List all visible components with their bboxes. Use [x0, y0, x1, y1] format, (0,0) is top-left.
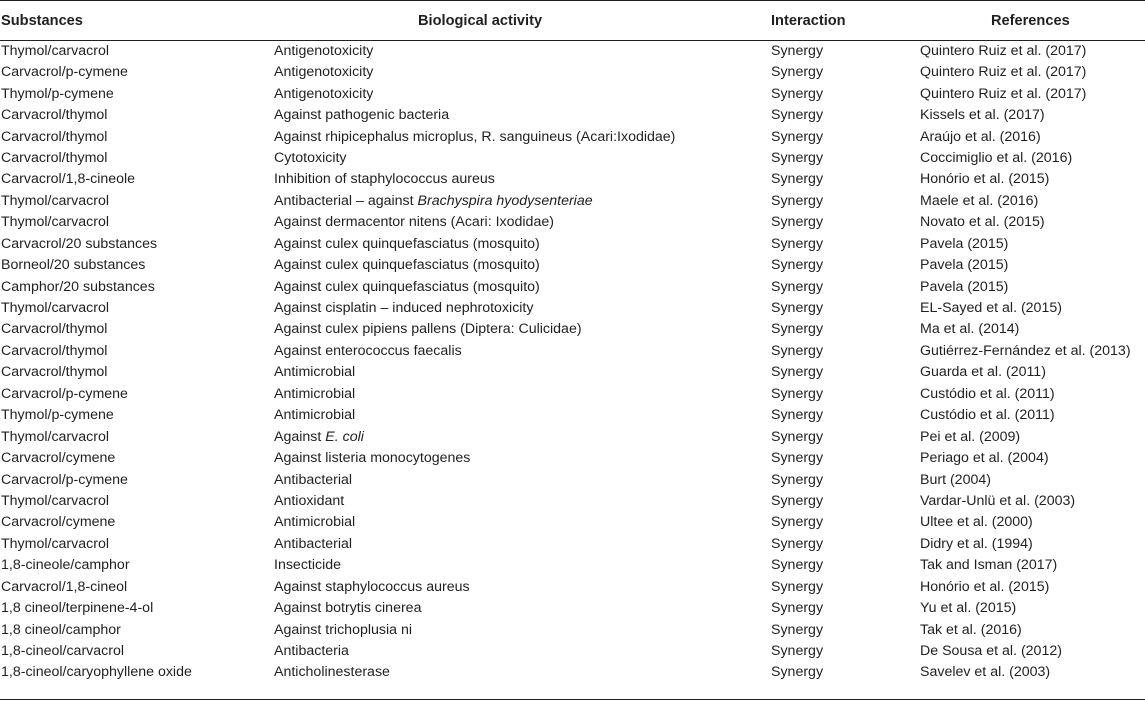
- cell-substances: Thymol/carvacrol: [1, 492, 110, 509]
- cell-substances: Carvacrol/thymol: [1, 342, 108, 359]
- table-row: [0, 298, 1145, 319]
- activity-text: Against enterococcus faecalis: [274, 342, 462, 359]
- cell-biological-activity: [273, 255, 771, 276]
- cell-substances: 1,8 cineol/terpinene-4-ol: [1, 600, 154, 617]
- cell-biological-activity: [273, 662, 771, 683]
- cell-reference: Pavela (2015): [920, 257, 1009, 274]
- activity-text: Antigenotoxicity: [274, 43, 374, 59]
- activity-text: Antibacterial: [274, 471, 353, 488]
- activity-text: Against culex quinquefasciatus (mosquito): [274, 257, 540, 274]
- table-row: [0, 426, 1145, 447]
- cell-biological-activity: [273, 169, 771, 190]
- cell-biological-activity: [273, 126, 771, 147]
- cell-biological-activity: [273, 191, 771, 212]
- cell-interaction: Synergy: [771, 471, 824, 488]
- cell-reference: Kissels et al. (2017): [920, 107, 1045, 124]
- cell-biological-activity: [273, 534, 771, 555]
- cell-substances: Carvacrol/thymol: [1, 107, 108, 124]
- cell-biological-activity: [273, 598, 771, 619]
- activity-text: Against rhipicephalus microplus, R. sanguineus (Acari:Ixodidae): [274, 128, 676, 145]
- activity-text: Cytotoxicity: [274, 149, 347, 166]
- activity-text: Against botrytis cinerea: [274, 600, 422, 617]
- cell-biological-activity: [273, 148, 771, 169]
- cell-biological-activity: [273, 555, 771, 576]
- cell-reference: Tak et al. (2016): [920, 621, 1022, 638]
- cell-interaction: Synergy: [771, 171, 824, 188]
- cell-substances: Thymol/carvacrol: [1, 192, 110, 209]
- activity-text: Anticholinesterase: [274, 664, 390, 681]
- cell-biological-activity: [273, 426, 771, 447]
- cell-interaction: Synergy: [771, 278, 824, 295]
- table-row: [0, 512, 1145, 533]
- cell-reference: Honório et al. (2015): [920, 171, 1050, 188]
- cell-reference: Custódio et al. (2011): [920, 385, 1055, 402]
- cell-interaction: Synergy: [771, 64, 824, 81]
- activity-text: Antimicrobial: [274, 407, 356, 424]
- table-row: [0, 276, 1145, 297]
- cell-biological-activity: [273, 512, 771, 533]
- cell-biological-activity: [273, 62, 771, 83]
- cell-interaction: Synergy: [771, 535, 824, 552]
- cell-substances: Carvacrol/thymol: [1, 128, 108, 145]
- cell-reference: De Sousa et al. (2012): [920, 643, 1062, 660]
- table-row: [0, 577, 1145, 598]
- cell-substances: Carvacrol/thymol: [1, 364, 108, 381]
- cell-substances: 1,8-cineole/camphor: [1, 557, 130, 574]
- cell-reference: Pavela (2015): [920, 278, 1009, 295]
- cell-reference: Periago et al. (2004): [920, 450, 1049, 467]
- table-row: [0, 83, 1145, 104]
- table-row: [0, 169, 1145, 190]
- cell-interaction: Synergy: [771, 385, 824, 402]
- cell-reference: Custódio et al. (2011): [920, 407, 1055, 424]
- cell-reference: Didry et al. (1994): [920, 535, 1033, 552]
- cell-reference: Guarda et al. (2011): [920, 364, 1046, 381]
- cell-reference: Tak and Isman (2017): [920, 557, 1058, 574]
- cell-interaction: Synergy: [771, 149, 824, 166]
- table-row: [0, 362, 1145, 383]
- activity-text: Against dermacentor nitens (Acari: Ixodidae): [274, 214, 554, 231]
- cell-biological-activity: [273, 619, 771, 640]
- table-row: [0, 41, 1145, 63]
- cell-reference: Araújo et al. (2016): [920, 128, 1041, 145]
- cell-reference: Ultee et al. (2000): [920, 514, 1033, 531]
- cell-interaction: Synergy: [771, 257, 824, 274]
- table-header: [0, 1, 1145, 41]
- table-bottom-rule: [0, 699, 1145, 700]
- cell-reference: Burt (2004): [920, 471, 991, 488]
- activity-italic-text: Brachyspira hyodysenteriae: [417, 192, 593, 209]
- cell-substances: 1,8 cineol/camphor: [1, 621, 121, 638]
- cell-interaction: Synergy: [771, 107, 824, 124]
- cell-interaction: Synergy: [771, 321, 824, 338]
- cell-interaction: Synergy: [771, 492, 824, 509]
- cell-substances: 1,8-cineol/carvacrol: [1, 643, 125, 660]
- cell-interaction: Synergy: [771, 364, 824, 381]
- table-row: [0, 534, 1145, 555]
- table-row: [0, 148, 1145, 169]
- cell-substances: Carvacrol/thymol: [1, 149, 108, 166]
- cell-biological-activity: [273, 469, 771, 490]
- cell-interaction: Synergy: [771, 600, 824, 617]
- activity-text: Antioxidant: [274, 492, 345, 509]
- activity-italic-text: E. coli: [325, 428, 364, 445]
- cell-biological-activity: [273, 362, 771, 383]
- cell-substances: Thymol/carvacrol: [1, 43, 110, 59]
- activity-text: Antigenotoxicity: [274, 85, 374, 102]
- activity-text: Antibacterial: [274, 535, 353, 552]
- cell-substances: Thymol/carvacrol: [1, 535, 110, 552]
- cell-biological-activity: [273, 234, 771, 255]
- cell-interaction: Synergy: [771, 43, 824, 59]
- cell-reference: Savelev et al. (2003): [920, 664, 1051, 681]
- activity-text: Against culex quinquefasciatus (mosquito): [274, 278, 540, 295]
- table-row: [0, 212, 1145, 233]
- cell-biological-activity: [273, 41, 771, 63]
- cell-interaction: Synergy: [771, 664, 824, 681]
- cell-biological-activity: [273, 405, 771, 426]
- header-biological-activity: Biological activity: [273, 1, 771, 41]
- cell-biological-activity: [273, 212, 771, 233]
- cell-substances: Thymol/carvacrol: [1, 428, 110, 445]
- cell-interaction: Synergy: [771, 428, 824, 445]
- header-references: References: [920, 1, 1145, 41]
- activity-text: Against: [274, 428, 326, 445]
- table-row: [0, 105, 1145, 126]
- table-row: [0, 555, 1145, 576]
- table-row: [0, 619, 1145, 640]
- activity-text: Against culex quinquefasciatus (mosquito): [274, 235, 540, 252]
- cell-reference: Quintero Ruiz et al. (2017): [920, 43, 1087, 59]
- table-row: [0, 126, 1145, 147]
- cell-interaction: Synergy: [771, 214, 824, 231]
- cell-substances: Thymol/p-cymene: [1, 407, 114, 424]
- cell-biological-activity: [273, 384, 771, 405]
- cell-reference: Yu et al. (2015): [920, 600, 1017, 617]
- cell-biological-activity: [273, 298, 771, 319]
- cell-substances: Carvacrol/cymene: [1, 450, 116, 467]
- table-row: [0, 491, 1145, 512]
- cell-reference: EL-Sayed et al. (2015): [920, 300, 1062, 317]
- cell-interaction: Synergy: [771, 557, 824, 574]
- table-row: [0, 641, 1145, 662]
- cell-reference: Coccimiglio et al. (2016): [920, 149, 1073, 166]
- table-row: [0, 191, 1145, 212]
- cell-reference: Honório et al. (2015): [920, 578, 1050, 595]
- cell-substances: Carvacrol/thymol: [1, 321, 108, 338]
- cell-substances: 1,8-cineol/caryophyllene oxide: [1, 664, 192, 681]
- cell-substances: Carvacrol/1,8-cineol: [1, 578, 128, 595]
- cell-interaction: Synergy: [771, 300, 824, 317]
- table-row: [0, 469, 1145, 490]
- cell-biological-activity: [273, 276, 771, 297]
- cell-reference: Novato et al. (2015): [920, 214, 1045, 231]
- table-row: [0, 234, 1145, 255]
- cell-interaction: Synergy: [771, 342, 824, 359]
- cell-biological-activity: [273, 319, 771, 340]
- cell-biological-activity: [273, 341, 771, 362]
- cell-substances: Carvacrol/p-cymene: [1, 385, 128, 402]
- cell-interaction: Synergy: [771, 235, 824, 252]
- table-row: [0, 255, 1145, 276]
- header-row: [0, 1, 1145, 41]
- cell-substances: Thymol/carvacrol: [1, 214, 110, 231]
- table-row: [0, 341, 1145, 362]
- activity-text: Antimicrobial: [274, 385, 356, 402]
- activity-text: Against culex pipiens pallens (Diptera: Culicidae): [274, 321, 582, 338]
- activity-text: Antibacterial – against: [274, 192, 418, 209]
- cell-reference: Quintero Ruiz et al. (2017): [920, 85, 1087, 102]
- cell-reference: Quintero Ruiz et al. (2017): [920, 64, 1087, 81]
- table-row: [0, 62, 1145, 83]
- cell-reference: Gutiérrez-Fernández et al. (2013): [920, 342, 1131, 359]
- cell-interaction: Synergy: [771, 407, 824, 424]
- activity-text: Against trichoplusia ni: [274, 621, 413, 638]
- cell-interaction: Synergy: [771, 514, 824, 531]
- cell-interaction: Synergy: [771, 450, 824, 467]
- activity-text: Inhibition of staphylococcus aureus: [274, 171, 495, 188]
- cell-reference: Pei et al. (2009): [920, 428, 1021, 445]
- cell-substances: Borneol/20 substances: [1, 257, 146, 274]
- cell-substances: Thymol/carvacrol: [1, 300, 110, 317]
- header-interaction: Interaction: [771, 1, 920, 41]
- cell-biological-activity: [273, 491, 771, 512]
- cell-reference: Pavela (2015): [920, 235, 1009, 252]
- cell-substances: Thymol/p-cymene: [1, 85, 114, 102]
- cell-biological-activity: [273, 448, 771, 469]
- table-body: [0, 41, 1145, 684]
- header-substances: Substances: [0, 1, 273, 41]
- table-row: [0, 448, 1145, 469]
- activity-text: Insecticide: [274, 557, 342, 574]
- table-row: [0, 405, 1145, 426]
- activity-text: Against staphylococcus aureus: [274, 578, 470, 595]
- activity-text: Antimicrobial: [274, 514, 356, 531]
- cell-substances: Carvacrol/p-cymene: [1, 64, 128, 81]
- cell-substances: Carvacrol/1,8-cineole: [1, 171, 136, 188]
- cell-reference: Ma et al. (2014): [920, 321, 1020, 338]
- cell-substances: Camphor/20 substances: [1, 278, 155, 295]
- cell-interaction: Synergy: [771, 621, 824, 638]
- cell-reference: Maele et al. (2016): [920, 192, 1039, 209]
- cell-biological-activity: [273, 577, 771, 598]
- cell-biological-activity: [273, 105, 771, 126]
- activity-text: Antimicrobial: [274, 364, 356, 381]
- activity-text: Antibacteria: [274, 643, 349, 660]
- cell-interaction: Synergy: [771, 85, 824, 102]
- cell-substances: Carvacrol/cymene: [1, 514, 116, 531]
- cell-interaction: Synergy: [771, 128, 824, 145]
- table-row: [0, 384, 1145, 405]
- activity-text: Against cisplatin – induced nephrotoxicity: [274, 300, 534, 317]
- cell-biological-activity: [273, 641, 771, 662]
- table-row: [0, 319, 1145, 340]
- cell-substances: Carvacrol/20 substances: [1, 235, 158, 252]
- cell-substances: Carvacrol/p-cymene: [1, 471, 128, 488]
- table-row: [0, 662, 1145, 683]
- cell-reference: Vardar-Unlü et al. (2003): [920, 492, 1076, 509]
- activity-text: Against listeria monocytogenes: [274, 450, 471, 467]
- cell-biological-activity: [273, 83, 771, 104]
- table-row: [0, 598, 1145, 619]
- cell-interaction: Synergy: [771, 192, 824, 209]
- activity-text: Against pathogenic bacteria: [274, 107, 450, 124]
- cell-interaction: Synergy: [771, 578, 824, 595]
- cell-interaction: Synergy: [771, 643, 824, 660]
- activity-text: Antigenotoxicity: [274, 64, 374, 81]
